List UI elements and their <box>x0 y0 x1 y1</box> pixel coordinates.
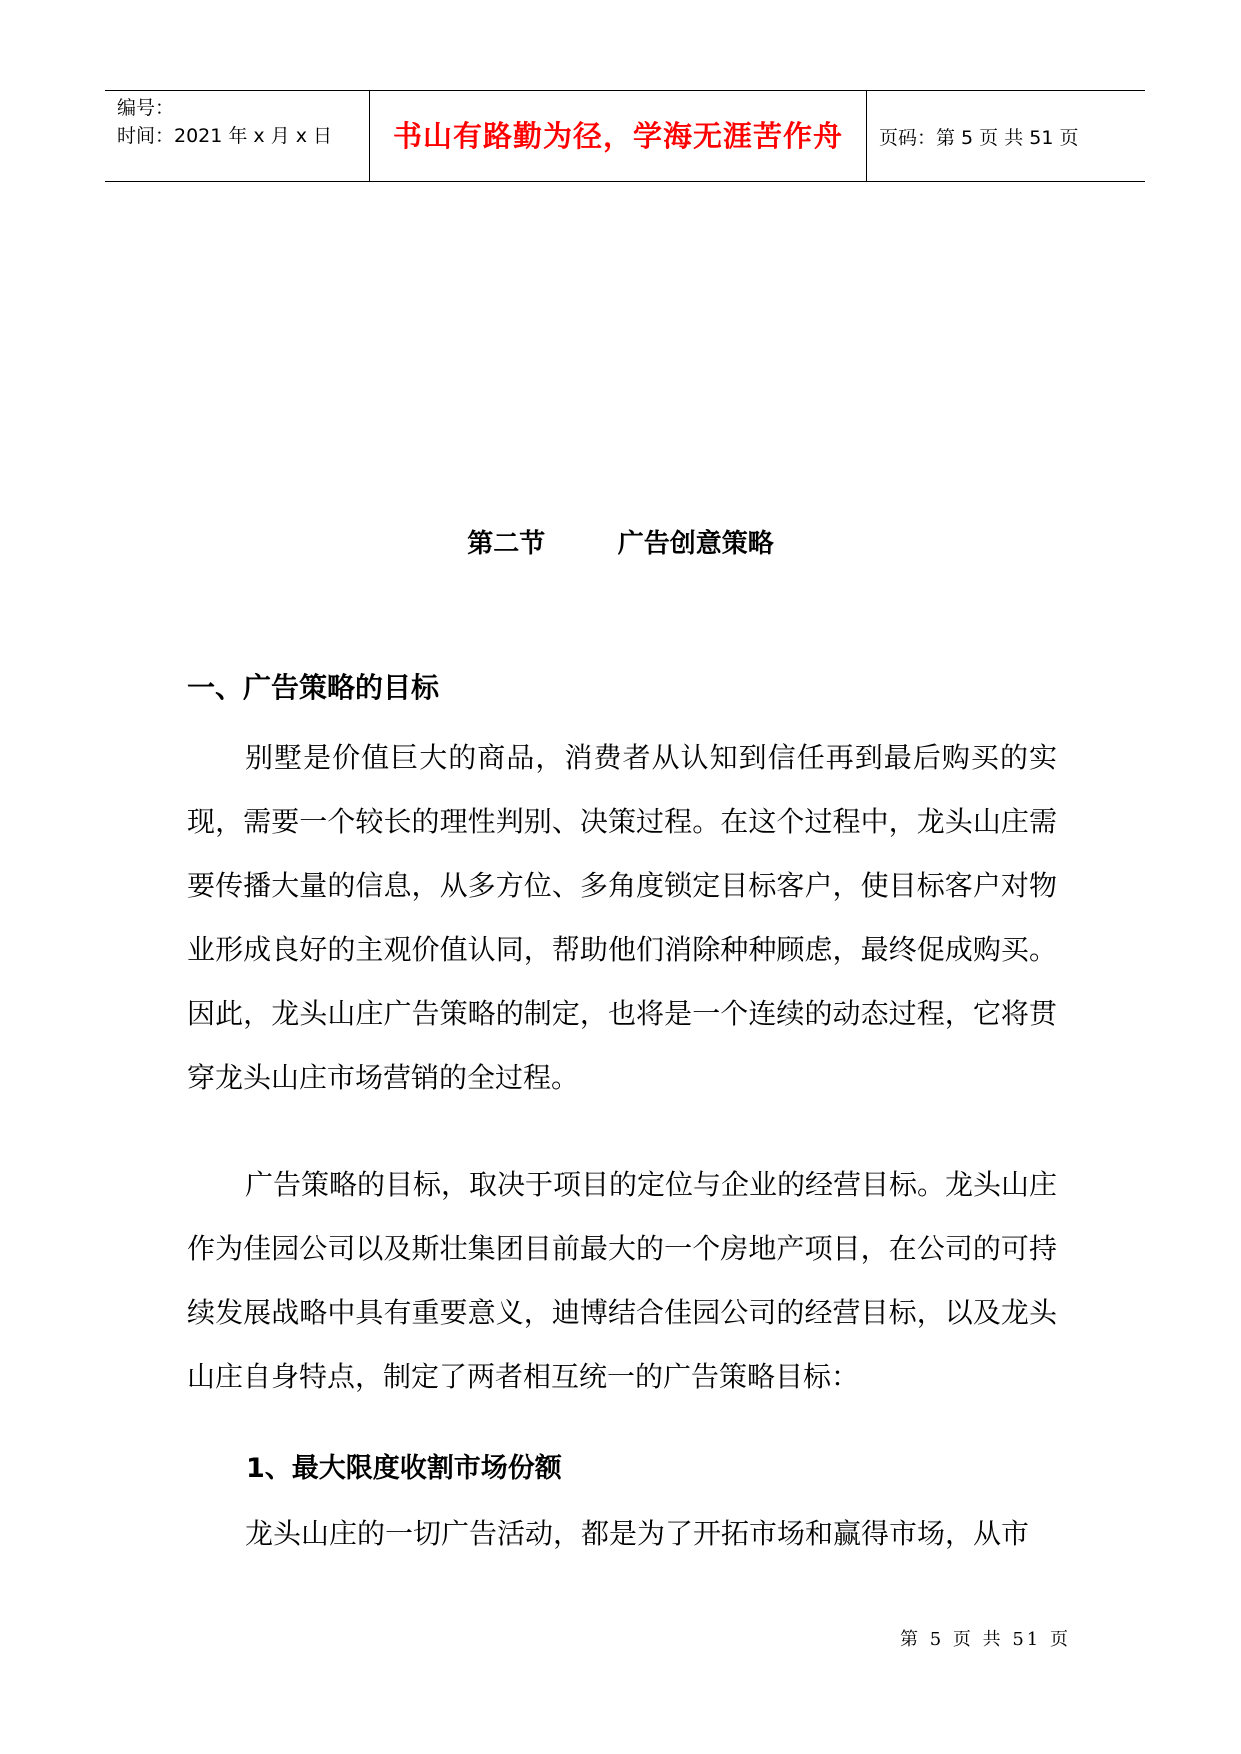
header-motto: 书山有路勤为径，学海无涯苦作舟 <box>392 118 843 153</box>
subheading-market-share: 1、最大限度收割市场份额 <box>246 1453 562 1484</box>
document-number-label: 编号： <box>117 97 175 119</box>
body-paragraph-1: 别墅是价值巨大的商品，消费者从认知到信任再到最后购买的实现，需要一个较长的理性判别、决策过程。在这个过程中，龙头山庄需要传播大量的信息，从多方位、多角度锁定目标客户，使目标客户对物业形成良好的主观价值认同，帮助他们消除种种顾虑，最终促成购买。因此，龙头山庄广告策略的制定，也将是一个连续的动态过程，它将贯穿龙头山庄市场营销的全过程。 <box>187 741 1057 1094</box>
page-footer-number: 第 5 页 共 51 页 <box>900 1629 1071 1650</box>
header-page-info: 页码：第 5 页 共 51 页 <box>879 126 1079 149</box>
heading-advertising-goal: 一、广告策略的目标 <box>187 671 440 704</box>
body-paragraph-3: 龙头山庄的一切广告活动，都是为了开拓市场和赢得市场，从市 <box>245 1517 1030 1550</box>
header-meta-cell <box>105 91 370 181</box>
header-motto-cell <box>370 91 867 181</box>
header-page-cell <box>867 91 1145 181</box>
page-header <box>105 90 1145 182</box>
body-paragraph-2: 广告策略的目标，取决于项目的定位与企业的经营目标。龙头山庄作为佳园公司以及斯壮集团目前最大的一个房地产项目，在公司的可持续发展战略中具有重要意义，迪博结合佳园公司的经营目标，以及龙头山庄自身特点，制定了两者相互统一的广告策略目标： <box>187 1168 1058 1393</box>
document-time-label: 时间：2021 年 x 月 x 日 <box>117 125 333 147</box>
section-title: 第二节 广告创意策略 <box>467 529 774 559</box>
